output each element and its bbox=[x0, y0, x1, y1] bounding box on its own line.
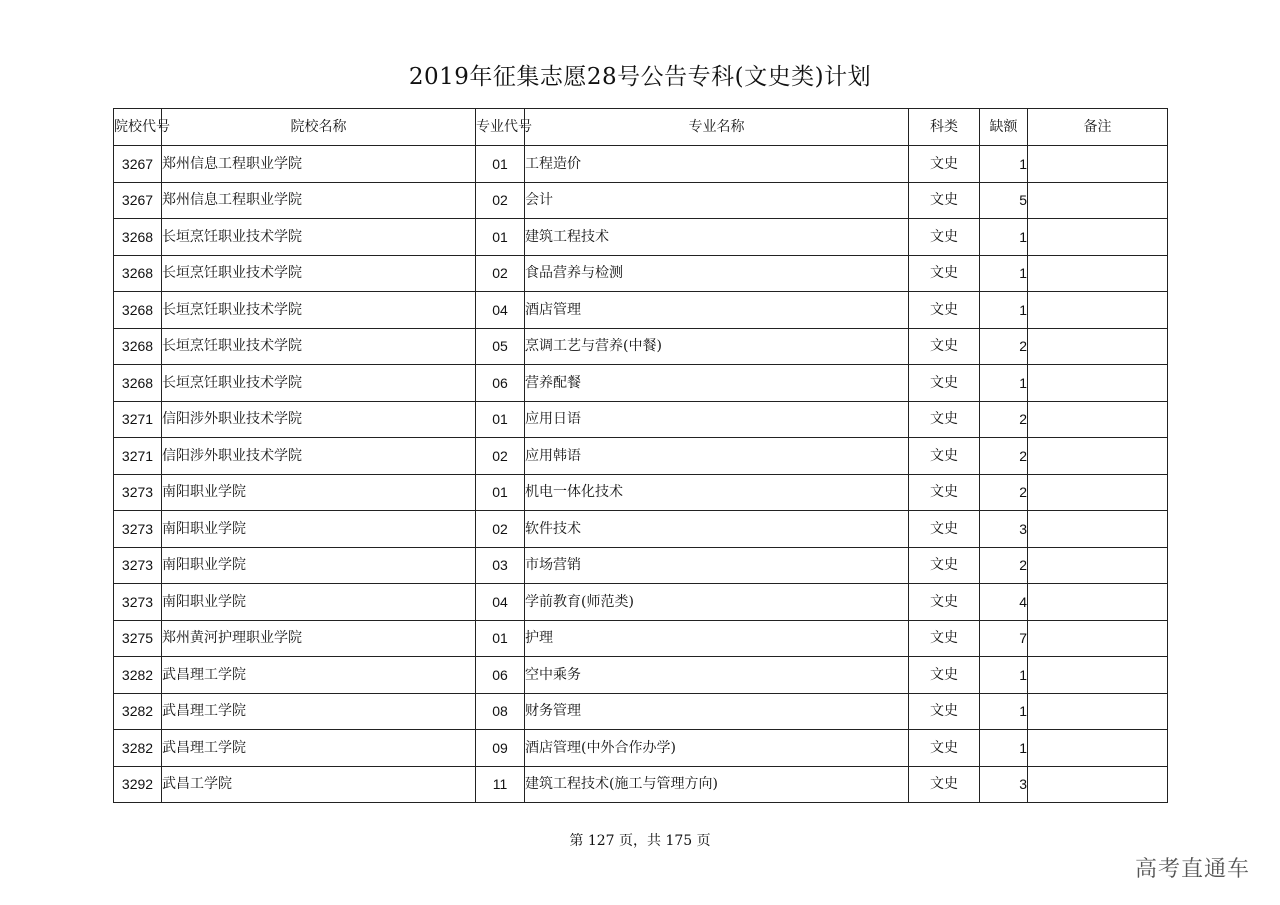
cell-school-name: 武昌理工学院 bbox=[162, 730, 476, 767]
cell-school-name: 长垣烹饪职业技术学院 bbox=[162, 292, 476, 329]
cell-school-name: 武昌理工学院 bbox=[162, 657, 476, 694]
cell-major-name: 应用日语 bbox=[525, 401, 909, 438]
header-major-name: 专业名称 bbox=[525, 109, 909, 146]
table-row bbox=[114, 292, 1168, 329]
cell-major-name: 食品营养与检测 bbox=[525, 255, 909, 292]
cell-remarks bbox=[1028, 547, 1168, 584]
cell-quota: 2 bbox=[980, 438, 1028, 475]
cell-major-name: 应用韩语 bbox=[525, 438, 909, 475]
table-row bbox=[114, 365, 1168, 402]
page-title: 2019年征集志愿28号公告专科(文史类)计划 bbox=[408, 64, 872, 90]
cell-remarks bbox=[1028, 292, 1168, 329]
cell-school-code: 3267 bbox=[114, 182, 162, 219]
cell-remarks bbox=[1028, 365, 1168, 402]
cell-school-code: 3271 bbox=[114, 401, 162, 438]
cell-category: 文史 bbox=[909, 693, 980, 730]
table-row bbox=[114, 255, 1168, 292]
cell-major-code: 02 bbox=[476, 255, 525, 292]
cell-major-code: 02 bbox=[476, 182, 525, 219]
cell-remarks bbox=[1028, 511, 1168, 548]
cell-category: 文史 bbox=[909, 584, 980, 621]
cell-quota: 1 bbox=[980, 693, 1028, 730]
cell-category: 文史 bbox=[909, 730, 980, 767]
cell-major-name: 机电一体化技术 bbox=[525, 474, 909, 511]
cell-category: 文史 bbox=[909, 474, 980, 511]
cell-major-code: 02 bbox=[476, 511, 525, 548]
cell-school-code: 3275 bbox=[114, 620, 162, 657]
cell-school-code: 3267 bbox=[114, 146, 162, 183]
cell-school-code: 3268 bbox=[114, 365, 162, 402]
plan-table bbox=[113, 108, 1168, 803]
table-row bbox=[114, 730, 1168, 767]
cell-category: 文史 bbox=[909, 292, 980, 329]
cell-quota: 1 bbox=[980, 146, 1028, 183]
cell-major-name: 营养配餐 bbox=[525, 365, 909, 402]
cell-major-name: 酒店管理 bbox=[525, 292, 909, 329]
cell-school-code: 3273 bbox=[114, 584, 162, 621]
cell-school-name: 长垣烹饪职业技术学院 bbox=[162, 365, 476, 402]
header-category: 科类 bbox=[909, 109, 980, 146]
table-body bbox=[114, 146, 1168, 803]
cell-school-name: 南阳职业学院 bbox=[162, 584, 476, 621]
header-major-code: 专业代号 bbox=[476, 109, 525, 146]
cell-major-code: 09 bbox=[476, 730, 525, 767]
cell-major-code: 01 bbox=[476, 146, 525, 183]
cell-school-code: 3268 bbox=[114, 219, 162, 256]
cell-category: 文史 bbox=[909, 182, 980, 219]
cell-quota: 1 bbox=[980, 292, 1028, 329]
table-row bbox=[114, 219, 1168, 256]
cell-remarks bbox=[1028, 219, 1168, 256]
header-school-code: 院校代号 bbox=[114, 109, 162, 146]
cell-school-code: 3292 bbox=[114, 766, 162, 803]
cell-major-code: 11 bbox=[476, 766, 525, 803]
cell-remarks bbox=[1028, 474, 1168, 511]
cell-quota: 1 bbox=[980, 219, 1028, 256]
cell-school-name: 郑州信息工程职业学院 bbox=[162, 182, 476, 219]
cell-major-name: 财务管理 bbox=[525, 693, 909, 730]
table-row bbox=[114, 438, 1168, 475]
cell-category: 文史 bbox=[909, 219, 980, 256]
table-row bbox=[114, 620, 1168, 657]
cell-major-code: 01 bbox=[476, 219, 525, 256]
cell-school-name: 武昌理工学院 bbox=[162, 693, 476, 730]
cell-major-code: 04 bbox=[476, 292, 525, 329]
table-row bbox=[114, 584, 1168, 621]
cell-major-name: 会计 bbox=[525, 182, 909, 219]
cell-school-name: 信阳涉外职业技术学院 bbox=[162, 438, 476, 475]
cell-major-name: 工程造价 bbox=[525, 146, 909, 183]
cell-major-name: 市场营销 bbox=[525, 547, 909, 584]
cell-school-code: 3273 bbox=[114, 511, 162, 548]
cell-major-name: 建筑工程技术 bbox=[525, 219, 909, 256]
cell-major-code: 06 bbox=[476, 657, 525, 694]
cell-quota: 3 bbox=[980, 766, 1028, 803]
cell-school-name: 长垣烹饪职业技术学院 bbox=[162, 219, 476, 256]
cell-category: 文史 bbox=[909, 438, 980, 475]
cell-quota: 2 bbox=[980, 474, 1028, 511]
cell-school-name: 信阳涉外职业技术学院 bbox=[162, 401, 476, 438]
table-header-row bbox=[114, 109, 1168, 146]
cell-quota: 1 bbox=[980, 365, 1028, 402]
table-row bbox=[114, 547, 1168, 584]
cell-quota: 2 bbox=[980, 328, 1028, 365]
cell-school-code: 3282 bbox=[114, 657, 162, 694]
table-row bbox=[114, 328, 1168, 365]
cell-school-name: 郑州信息工程职业学院 bbox=[162, 146, 476, 183]
cell-major-code: 05 bbox=[476, 328, 525, 365]
table-row bbox=[114, 182, 1168, 219]
cell-remarks bbox=[1028, 766, 1168, 803]
header-school-name: 院校名称 bbox=[162, 109, 476, 146]
cell-category: 文史 bbox=[909, 401, 980, 438]
cell-remarks bbox=[1028, 620, 1168, 657]
cell-quota: 1 bbox=[980, 730, 1028, 767]
cell-school-code: 3282 bbox=[114, 730, 162, 767]
watermark: 高考直通车 bbox=[1134, 857, 1250, 882]
cell-major-name: 软件技术 bbox=[525, 511, 909, 548]
cell-major-code: 03 bbox=[476, 547, 525, 584]
cell-major-name: 建筑工程技术(施工与管理方向) bbox=[525, 766, 909, 803]
table-row bbox=[114, 657, 1168, 694]
cell-quota: 5 bbox=[980, 182, 1028, 219]
cell-school-name: 长垣烹饪职业技术学院 bbox=[162, 328, 476, 365]
cell-quota: 2 bbox=[980, 547, 1028, 584]
cell-major-name: 学前教育(师范类) bbox=[525, 584, 909, 621]
cell-major-code: 04 bbox=[476, 584, 525, 621]
cell-school-name: 南阳职业学院 bbox=[162, 547, 476, 584]
cell-major-code: 02 bbox=[476, 438, 525, 475]
table-row bbox=[114, 401, 1168, 438]
table-row bbox=[114, 693, 1168, 730]
cell-school-name: 武昌工学院 bbox=[162, 766, 476, 803]
cell-school-code: 3268 bbox=[114, 292, 162, 329]
header-remarks: 备注 bbox=[1028, 109, 1168, 146]
cell-school-code: 3268 bbox=[114, 255, 162, 292]
cell-school-code: 3273 bbox=[114, 547, 162, 584]
cell-school-name: 郑州黄河护理职业学院 bbox=[162, 620, 476, 657]
cell-major-code: 01 bbox=[476, 620, 525, 657]
cell-remarks bbox=[1028, 182, 1168, 219]
cell-category: 文史 bbox=[909, 620, 980, 657]
cell-quota: 1 bbox=[980, 657, 1028, 694]
cell-remarks bbox=[1028, 730, 1168, 767]
cell-remarks bbox=[1028, 438, 1168, 475]
header-quota: 缺额 bbox=[980, 109, 1028, 146]
cell-major-name: 空中乘务 bbox=[525, 657, 909, 694]
cell-category: 文史 bbox=[909, 511, 980, 548]
cell-major-code: 01 bbox=[476, 474, 525, 511]
table-row bbox=[114, 474, 1168, 511]
cell-school-name: 南阳职业学院 bbox=[162, 474, 476, 511]
cell-category: 文史 bbox=[909, 365, 980, 402]
cell-major-code: 01 bbox=[476, 401, 525, 438]
cell-category: 文史 bbox=[909, 328, 980, 365]
cell-quota: 7 bbox=[980, 620, 1028, 657]
cell-remarks bbox=[1028, 146, 1168, 183]
cell-remarks bbox=[1028, 584, 1168, 621]
cell-remarks bbox=[1028, 657, 1168, 694]
cell-category: 文史 bbox=[909, 255, 980, 292]
cell-school-code: 3282 bbox=[114, 693, 162, 730]
cell-remarks bbox=[1028, 693, 1168, 730]
cell-quota: 3 bbox=[980, 511, 1028, 548]
cell-quota: 2 bbox=[980, 401, 1028, 438]
cell-category: 文史 bbox=[909, 766, 980, 803]
cell-category: 文史 bbox=[909, 657, 980, 694]
cell-school-code: 3268 bbox=[114, 328, 162, 365]
cell-major-name: 酒店管理(中外合作办学) bbox=[525, 730, 909, 767]
cell-major-name: 护理 bbox=[525, 620, 909, 657]
cell-school-name: 南阳职业学院 bbox=[162, 511, 476, 548]
cell-remarks bbox=[1028, 401, 1168, 438]
cell-school-code: 3271 bbox=[114, 438, 162, 475]
table-row bbox=[114, 766, 1168, 803]
cell-remarks bbox=[1028, 328, 1168, 365]
cell-major-code: 06 bbox=[476, 365, 525, 402]
table-row bbox=[114, 511, 1168, 548]
cell-school-code: 3273 bbox=[114, 474, 162, 511]
table-row bbox=[114, 146, 1168, 183]
cell-remarks bbox=[1028, 255, 1168, 292]
cell-category: 文史 bbox=[909, 547, 980, 584]
cell-quota: 1 bbox=[980, 255, 1028, 292]
cell-major-name: 烹调工艺与营养(中餐) bbox=[525, 328, 909, 365]
cell-major-code: 08 bbox=[476, 693, 525, 730]
page-footer: 第 127 页，共 175 页 bbox=[569, 833, 711, 849]
cell-quota: 4 bbox=[980, 584, 1028, 621]
cell-school-name: 长垣烹饪职业技术学院 bbox=[162, 255, 476, 292]
cell-category: 文史 bbox=[909, 146, 980, 183]
